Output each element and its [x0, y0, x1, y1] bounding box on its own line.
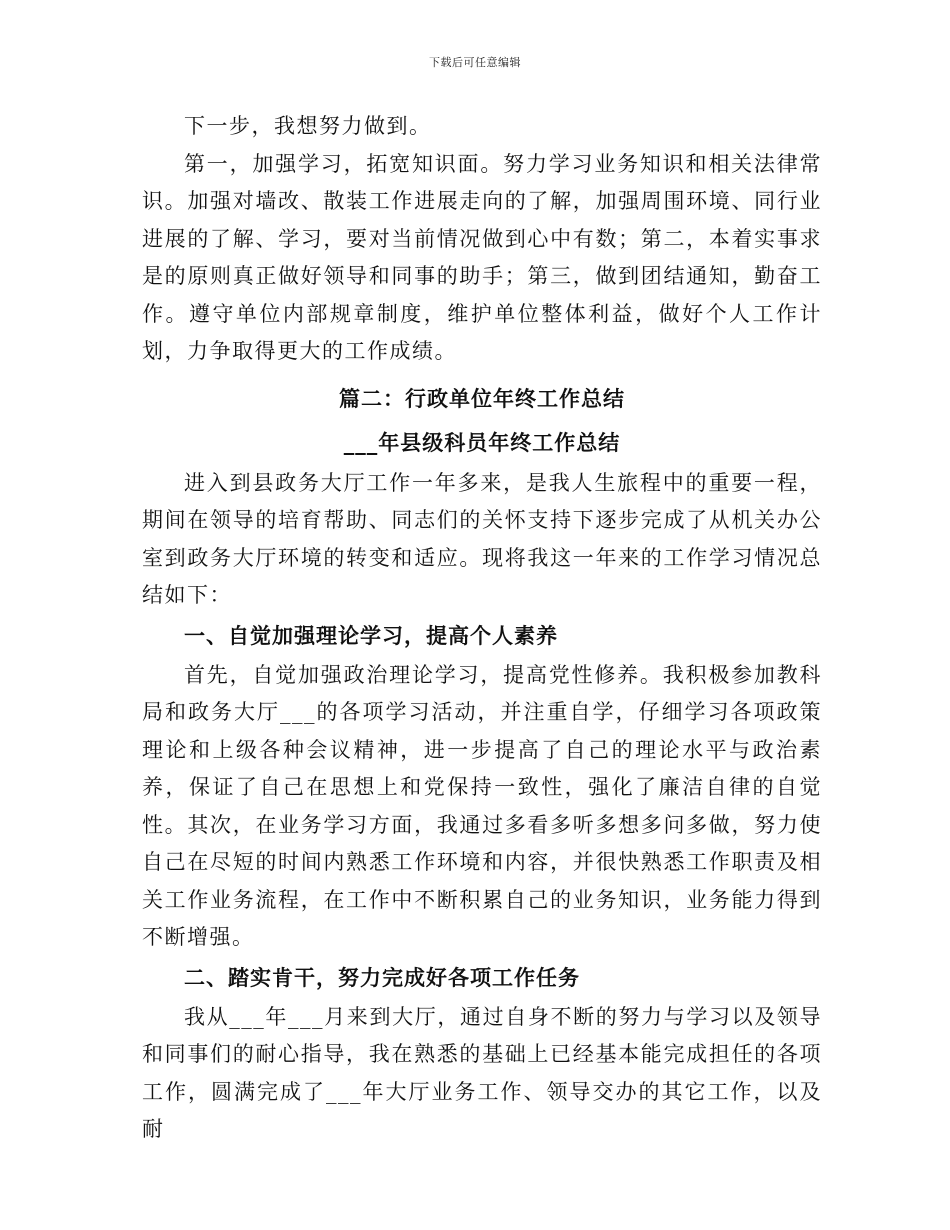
section-body-1: 首先，自觉加强政治理论学习，提高党性修养。我积极参加教科局和政务大厅___的各项学习活动，并注重自学，仔细学习各项政策理论和上级各种会议精神，进一步提高了自己的理论水平与政治素养，保证了自己在思想上和党保持一致性，强化了廉洁自律的自觉性。其次，在业务学习方面，我通过多看多听多想多问多做，努力使自己在尽短的时间内熟悉工作环境和内容，并很快熟悉工作职责及相关工作业务流程，在工作中不断积累自己的业务知识，业务能力得到不断增强。	[142, 662, 822, 949]
section-heading-2: 二、踏实肯干，努力完成好各项工作任务	[184, 965, 580, 990]
article-intro: 进入到县政务大厅工作一年多来，是我人生旅程中的重要一程，期间在领导的培育帮助、同志们的关怀支持下逐步完成了从机关办公室到政务大厅环境的转变和适应。现将我这一年来的工作学习情况总结如下：	[142, 470, 822, 607]
page-header-note: 下载后可任意编辑	[429, 56, 521, 69]
section-heading-1: 一、自觉加强理论学习，提高个人素养	[184, 623, 558, 648]
article-subtitle: ___年县级科员年终工作总结	[343, 430, 621, 455]
section1-intro: 下一步，我想努力做到。	[184, 114, 432, 138]
document-body	[142, 108, 822, 1149]
section-body-2: 我从___年___月来到大厅，通过自身不断的努力与学习以及领导和同事们的耐心指导，我在熟悉的基础上已经基本能完成担任的各项工作，圆满完成了___年大厅业务工作、领导交办的其它工作，以及耐	[142, 1004, 822, 1141]
section1-body: 第一，加强学习，拓宽知识面。努力学习业务知识和相关法律常识。加强对墙改、散装工作进展走向的了解，加强周围环境、同行业进展的了解、学习，要对当前情况做到心中有数；第二，本着实事求是的原则真正做好领导和同事的助手；第三，做到团结通知，勤奋工作。遵守单位内部规章制度，维护单位整体利益，做好个人工作计划，力争取得更大的工作成绩。	[142, 151, 822, 363]
article-title: 篇二：行政单位年终工作总结	[339, 386, 625, 411]
